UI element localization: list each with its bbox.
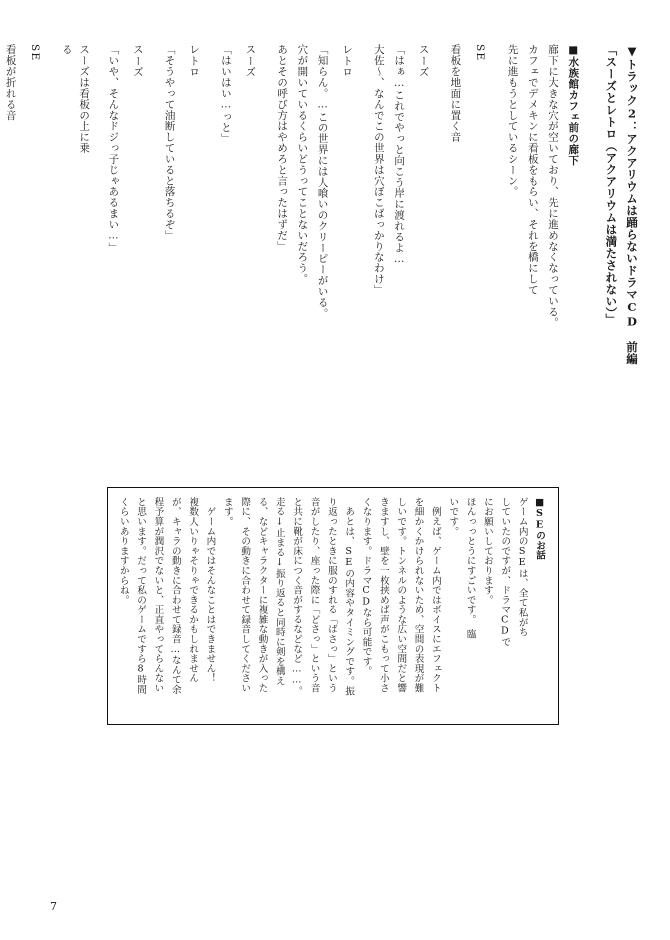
script-section — [0, 44, 642, 404]
scene-title — [564, 44, 581, 344]
entry-line: 看板を地面に置く音 — [449, 44, 462, 143]
essay-line: と共に靴が床につく音がするなどなど……。 — [291, 497, 303, 696]
essay-line: ゲーム内のSEは、全て私がち — [516, 497, 528, 637]
essay-line: きますし、壁を一枚挟めば声がこもって小さ — [377, 497, 389, 693]
speaker-label: レトロ — [188, 44, 201, 78]
essay-line: しいです。トンネルのような広い空間だと響 — [395, 497, 407, 693]
scene-line: 先に進もうとしているシーン。 — [506, 44, 519, 197]
script-entry — [445, 44, 492, 154]
script-entry — [56, 44, 93, 154]
entry-line: 「はぁ…これでやっと向こう岸に渡れるよ… — [393, 44, 406, 266]
speaker-label: スーズ — [244, 44, 257, 78]
essay-line: が、キャラの動きに合わせて録音…なんて余 — [169, 497, 181, 695]
essay-line: ゲーム内ではそんなことはできません！ — [204, 497, 216, 684]
essay-title-text: SEのお話 — [534, 508, 545, 560]
entry-line: 看板が折れる音 — [4, 44, 17, 121]
essay-line: る、などキャラクターに複雑な動きが入った — [256, 497, 268, 693]
scene-line: カフェでデメキンに看板をもらい、それを橋にして — [526, 44, 539, 296]
script-entry — [271, 44, 359, 344]
entry-line: 「いや、そんなドジっ子じゃあるまい…」 — [107, 44, 120, 253]
script-entry — [103, 44, 150, 344]
stage-direction: スーズは看板の上に乗る — [60, 44, 91, 154]
essay-line: くなります。ドラマCDなら可能です。 — [360, 497, 372, 677]
track-heading-group — [601, 44, 642, 374]
essay-marker-icon: ■ — [534, 497, 545, 509]
essay-line: あとは、SEの内容やタイミングです。振 — [343, 497, 355, 696]
entry-line: 「知らん。…この世界には人喰いのクリーピーがいる。 — [316, 44, 329, 319]
script-entry — [159, 44, 206, 344]
essay-line: 走る↓止まる↓振り返ると同時に剣を構え — [273, 497, 285, 686]
essay-line: 例えば、ゲーム内ではボイスにエフェクト — [429, 497, 441, 693]
essay-line: いです。 — [447, 497, 459, 537]
scene-title-text: 水族館カフェ前の廊下 — [567, 56, 580, 166]
speaker-label: スーズ — [417, 44, 430, 78]
page-number: 7 — [50, 900, 57, 913]
essay-line: 音がしたり、座った際に「どさっ」という音 — [308, 497, 320, 693]
essay-line: していたのですが、ドラマCDで — [499, 497, 511, 647]
essay-line: を細かくかけられないため、空間の表現が難 — [412, 497, 424, 693]
essay-line: にお願いしております。 — [481, 497, 493, 605]
entry-line: 「そうやって油断していると落ちるぞ」 — [163, 44, 176, 241]
entry-line: 穴が開いているくらいどうってことないだろう。 — [296, 44, 309, 285]
entry-line: 大佐～、なんでこの世界は穴ぼこばっかりなわけ」 — [372, 44, 385, 296]
speaker-label: スーズ — [131, 44, 144, 78]
essay-line: 程予算が潤沢でないと、正直やってらんない — [152, 497, 164, 693]
scene-description-group — [502, 44, 583, 344]
essay-line: り返ったときに服のすれる「ばさっ」という — [325, 497, 337, 693]
track-subtitle: 「スーズとレトロ（アクアリウムは満たされない）」 — [604, 44, 619, 326]
track-heading: ▼トラック2：アクアリウムは踊らないドラマCD 前編 — [625, 44, 639, 365]
essay-line: 複数人いりゃそりゃできるかもしれません — [187, 497, 199, 684]
entry-line: あとその呼び方はやめろと言ったはずだ」 — [276, 44, 289, 252]
essay-title — [532, 497, 547, 715]
essay-line: ほんっっとうにすごいです。 臨 — [464, 497, 476, 640]
essay-line: ます。 — [221, 497, 233, 527]
speaker-label: SE — [29, 44, 42, 62]
essay-line: 際に、その動きに合わせて録音してください — [239, 497, 251, 693]
speaker-label: SE — [473, 44, 486, 62]
script-entry — [215, 44, 262, 194]
script-entry — [368, 44, 435, 344]
script-entry — [0, 44, 47, 154]
sidebar-essay-box — [107, 487, 559, 725]
essay-line: くらいありますからね。 — [117, 497, 129, 605]
scene-line: 廊下に大きな穴が空いており、先に進めなくなっている。 — [547, 44, 560, 328]
speaker-label: レトロ — [341, 44, 354, 78]
essay-line: と思います。だって私のゲームですら8時間 — [135, 497, 147, 695]
scene-marker-icon: ■ — [567, 44, 580, 57]
entry-line: 「はいはい…っと」 — [219, 44, 232, 144]
